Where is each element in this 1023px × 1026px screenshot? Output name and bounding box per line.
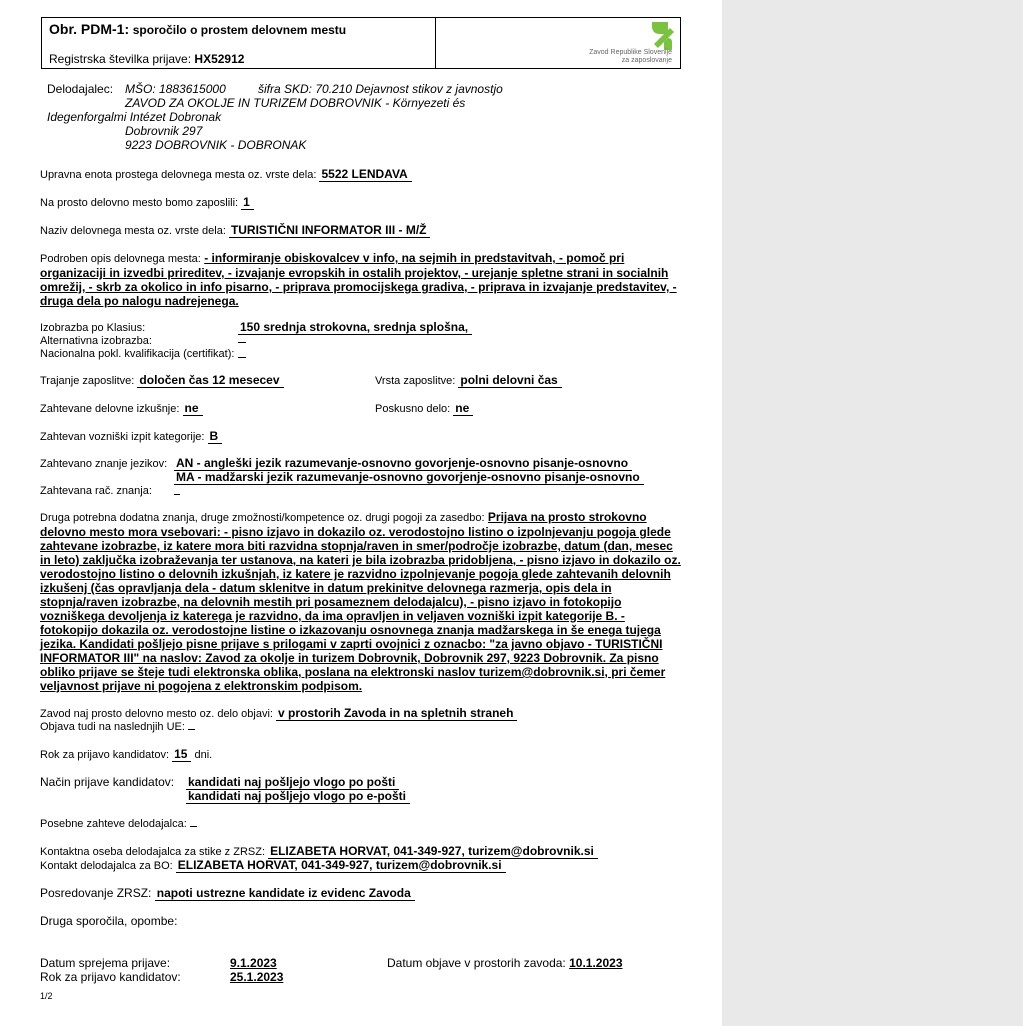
deadline-value: 15 xyxy=(172,747,191,762)
employer-address2: 9223 DOBROVNIK - DOBRONAK xyxy=(125,138,307,152)
publication-date-row xyxy=(387,956,623,970)
language-1: AN - angleški jezik razumevanje-osnovno govorjenje-osnovno pisanje-osnovno xyxy=(174,456,632,471)
deadline-unit: dni. xyxy=(194,749,213,761)
deadline-label: Rok za prijavo kandidatov: xyxy=(40,749,170,761)
header-divider xyxy=(435,18,436,68)
form-header xyxy=(41,17,681,69)
contact-bo-label: Kontakt delodajalca za BO: xyxy=(40,860,173,872)
job-title-label: Naziv delovnega mesta oz. vrste dela: xyxy=(40,225,226,237)
education-label: Izobrazba po Klasius: xyxy=(40,322,146,334)
driving-label: Zahtevan vozniški izpit kategorije: xyxy=(40,431,205,443)
additional-requirements-label: Druga potrebna dodatna znanja, druge zmožnosti/kompetence oz. drugi pogoji za zasedbo: xyxy=(40,512,485,524)
job-description xyxy=(40,251,685,308)
publication-date-value: 10.1.2023 xyxy=(569,956,623,970)
employer-label: Delodajalec: xyxy=(47,82,114,96)
probation-label: Poskusno delo: xyxy=(375,403,451,415)
languages-label: Zahtevano znanje jezikov: xyxy=(40,458,168,470)
application-method-2: kandidati naj pošljejo vlogo po e-pošti xyxy=(186,789,410,804)
admin-unit-row xyxy=(40,167,412,182)
application-method-label: Način prijave kandidatov: xyxy=(40,775,175,789)
publish-value: v prostorih Zavoda in na spletnih straneh xyxy=(276,706,517,721)
special-requirements-row xyxy=(40,817,197,831)
referral-label: Posredovanje ZRSZ: xyxy=(40,886,152,900)
form-title: sporočilo o prostem delovnem mestu xyxy=(132,23,347,37)
referral-row xyxy=(40,886,415,900)
admin-unit-label: Upravna enota prostega delovnega mesta oz. vrste dela: xyxy=(40,169,317,181)
contact-bo-value: ELIZABETA HORVAT, 041-349-927, turizem@dobrovnik.si xyxy=(176,858,506,873)
logo-caption-line2: za zaposlovanje xyxy=(621,57,672,64)
received-date-label: Datum sprejema prijave: xyxy=(40,956,171,970)
application-deadline-label: Rok za prijavo kandidatov: xyxy=(40,970,181,984)
employment-type-value: polni delovni čas xyxy=(458,373,561,388)
additional-requirements-value: Prijava na prosto strokovno delovno mesto mora vsebovari: - pisno izjavo in dokazilo oz. verodostojno listino o izpolnjevanju pogoja glede zahtevane izobrazbe, iz katere mora biti razvidna stopnja/raven in smer/področje izobrazbe, datum (dan, mesec in leto) zaključka izobraževanja ter ustanova, na kateri je bila izobrazba pridobljena, - pisno izjavo in dokazilo oz. verodostojno listino o delovnih izkušnjah, iz katere je razvidno izpolnjevanje pogoja glede zahtevanih delovnih izkušenj (čas opravljanja dela - datum sklenitve in datum prekinitve delovnega razmerja, opis dela in stopnja/raven izobrazbe, na delovnih mestih pri posameznem delodajalcu), - pisno izjavo in fotokopijo vozniškega devoljenja iz katerega je razvidno, da ima opravljen in veljaven vozniški izpit kategorije B. - fotokopijo dokazila oz. verodostojne listine o izkazovanju osnovnega znanja madžarskega in še enega tujega jezika. Kandidati pošljejo pisne prijave s prilogami v zaprti ovojnici z oznacbo: "za javno objavo - TURISTIČNI INFORMATOR III" na naslov: Zavod za okolje in turizem Dobrovnik, Dobrovnik 297, 9223 Dobrovnik. Za pisno obliko prijave se šteje tudi elektronska oblika, poslana na elektronski naslov turizem@dobrovnik.si, pri čemer veljavnost prijave ni pogojena z elektronskim podpisom. xyxy=(40,510,681,693)
experience-row xyxy=(40,401,203,416)
contact-row xyxy=(40,844,598,859)
hire-count-value: 1 xyxy=(241,195,254,210)
job-title-value: TURISTIČNI INFORMATOR III - M/Ž xyxy=(229,223,431,238)
logo-caption xyxy=(588,49,672,65)
employer-name-line2: Idegenforgalmi Intézet Dobronak xyxy=(47,110,222,124)
experience-label: Zahtevane delovne izkušnje: xyxy=(40,403,180,415)
computer-skills-blank xyxy=(174,494,180,495)
employer-skd: šifra SKD: 70.210 Dejavnost stikov z javnostjo xyxy=(258,82,503,96)
publish-ue-label: Objava tudi na naslednjih UE: xyxy=(40,721,185,733)
form-code: Obr. PDM-1: xyxy=(49,21,130,37)
education-value: 150 srednja strokovna, srednja splošna, xyxy=(238,320,472,335)
employer-name-line1: ZAVOD ZA OKOLJE IN TURIZEM DOBROVNIK - Környezeti és xyxy=(125,96,466,110)
registration-number: HX52912 xyxy=(194,52,245,66)
probation-row xyxy=(375,401,473,416)
probation-value: ne xyxy=(453,401,473,416)
hire-count-label: Na prosto delovno mesto bomo zaposlili: xyxy=(40,197,239,209)
certificate-blank xyxy=(238,357,246,358)
application-deadline-value: 25.1.2023 xyxy=(230,970,284,984)
experience-value: ne xyxy=(183,401,203,416)
job-description-value: - informiranje obiskovalcev v info, na sejmih in predstavitvah, - pomoč pri organizaciji in izvedbi prireditev, - izvajanje evropskih in ostalih projektov, - urejanje spletne strani in socialnih omrežij, - skrb za okolico in info pisarno, - priprava promocijskega gradiva, - priprava in izvajanje predstavitev, - druga dela po nalogu nadrejenega. xyxy=(40,251,677,308)
computer-skills-label: Zahtevana rač. znanja: xyxy=(40,485,152,497)
publish-ue-blank xyxy=(188,729,195,730)
registration-label: Registrska številka prijave: xyxy=(49,52,192,66)
duration-row xyxy=(40,373,284,388)
publish-label: Zavod naj prosto delovno mesto oz. delo objavi: xyxy=(40,708,273,720)
employment-type-row xyxy=(375,373,562,388)
language-2: MA - madžarski jezik razumevanje-osnovno govorjenje-osnovno pisanje-osnovno xyxy=(174,470,644,485)
additional-requirements xyxy=(40,510,685,693)
employment-type-label: Vrsta zaposlitve: xyxy=(375,375,456,387)
deadline-row xyxy=(40,747,212,762)
hire-count-row xyxy=(40,195,254,210)
publish-row xyxy=(40,706,517,721)
certificate-label: Nacionalna pokl. kvalifikacija (certifikat): xyxy=(40,348,235,360)
employer-mso: MŠO: 1883615000 xyxy=(125,82,226,96)
alt-education-blank xyxy=(238,342,246,343)
job-description-label: Podroben opis delovnega mesta: xyxy=(40,253,201,265)
publication-date-label: Datum objave v prostorih zavoda: xyxy=(387,956,566,970)
contact-bo-row xyxy=(40,858,506,873)
duration-value: določen čas 12 mesecev xyxy=(137,373,283,388)
special-requirements-label: Posebne zahteve delodajalca: xyxy=(40,818,187,830)
form-title-line xyxy=(49,21,346,38)
duration-label: Trajanje zaposlitve: xyxy=(40,375,135,387)
registration-line xyxy=(49,52,244,66)
contact-value: ELIZABETA HORVAT, 041-349-927, turizem@dobrovnik.si xyxy=(268,844,598,859)
application-method-1: kandidati naj pošljejo vlogo po pošti xyxy=(186,775,399,790)
driving-value: B xyxy=(208,429,223,444)
referral-value: napoti ustrezne kandidate iz evidenc Zavoda xyxy=(155,886,415,901)
employer-address1: Dobrovnik 297 xyxy=(125,124,203,138)
special-requirements-blank xyxy=(190,826,197,827)
alt-education-label: Alternativna izobrazba: xyxy=(40,335,152,347)
received-date-value: 9.1.2023 xyxy=(230,956,277,970)
logo-caption-line1: Zavod Republike Slovenije xyxy=(589,49,672,56)
driving-row xyxy=(40,429,222,444)
page-number: 1/2 xyxy=(40,991,53,1001)
admin-unit-value: 5522 LENDAVA xyxy=(319,167,411,182)
notes-label: Druga sporočila, opombe: xyxy=(40,914,178,928)
contact-label: Kontaktna oseba delodajalca za stike z ZRSZ: xyxy=(40,846,266,858)
publish-ue-row xyxy=(40,720,195,734)
job-title-row xyxy=(40,223,430,238)
